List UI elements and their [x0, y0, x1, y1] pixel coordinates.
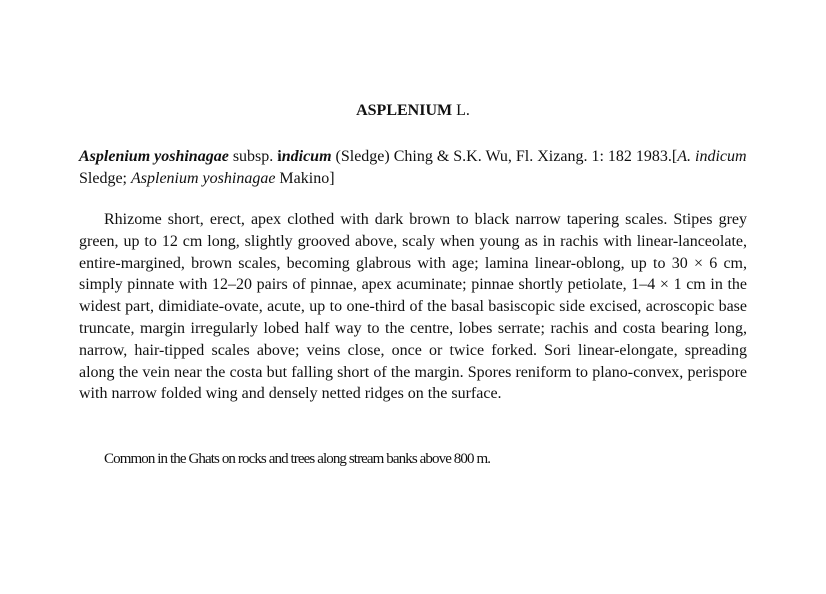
genus-name: ASPLENIUM: [356, 102, 453, 119]
synonym-1-author: Sledge;: [79, 170, 127, 187]
synonym-2-name: Asplenium yoshinagae: [131, 170, 276, 187]
rank-label: subsp.: [232, 148, 274, 165]
habitat-note: Common in the Ghats on rocks and trees along stream banks above 800 m.: [104, 451, 491, 467]
species-description: Rhizome short, erect, apex clothed with dark brown to black narrow tapering scales. Stipes grey green, up to 12 cm long, slightly grooved above, scaly when young as in rachis with linear-lanceolate, entire-margined, brown scales, becoming glabrous with age; lamina linear-oblong, up to 30 × 6 cm, simply pinnate with 12–20 pairs of pinnae, apex acuminate; pinnae shortly petiolate, 1–4 × 1 cm in the widest part, dimidiate-ovate, acute, up to one-third of the basal basiscopic side excised, acroscopic base truncate, margin irregularly lobed half way to the centre, lobes serrate; rachis and costa bearing long, narrow, hair-tipped scales above; veins close, once or twice forked. Sori linear-elongate, spreading along the vein near the costa but falling short of the margin. Spores reniform to plano-convex, perispore with narrow folded wing and densely netted ridges on the surface.: [79, 211, 747, 403]
synonym-1-genus: A.: [677, 148, 692, 165]
infraspecific-epithet: ndicum: [281, 148, 332, 165]
synonym-1-epithet: indicum: [695, 148, 747, 165]
species-name: Asplenium yoshinagae: [79, 148, 229, 165]
authority-publication: (Sledge) Ching & S.K. Wu, Fl. Xizang. 1: 182 1983.[: [335, 148, 678, 165]
species-citation: [79, 146, 747, 190]
synonym-2-author: Makino]: [279, 170, 335, 187]
infraspecific-initial: i: [277, 148, 282, 165]
genus-author: L.: [456, 102, 470, 119]
genus-heading: [0, 101, 826, 121]
